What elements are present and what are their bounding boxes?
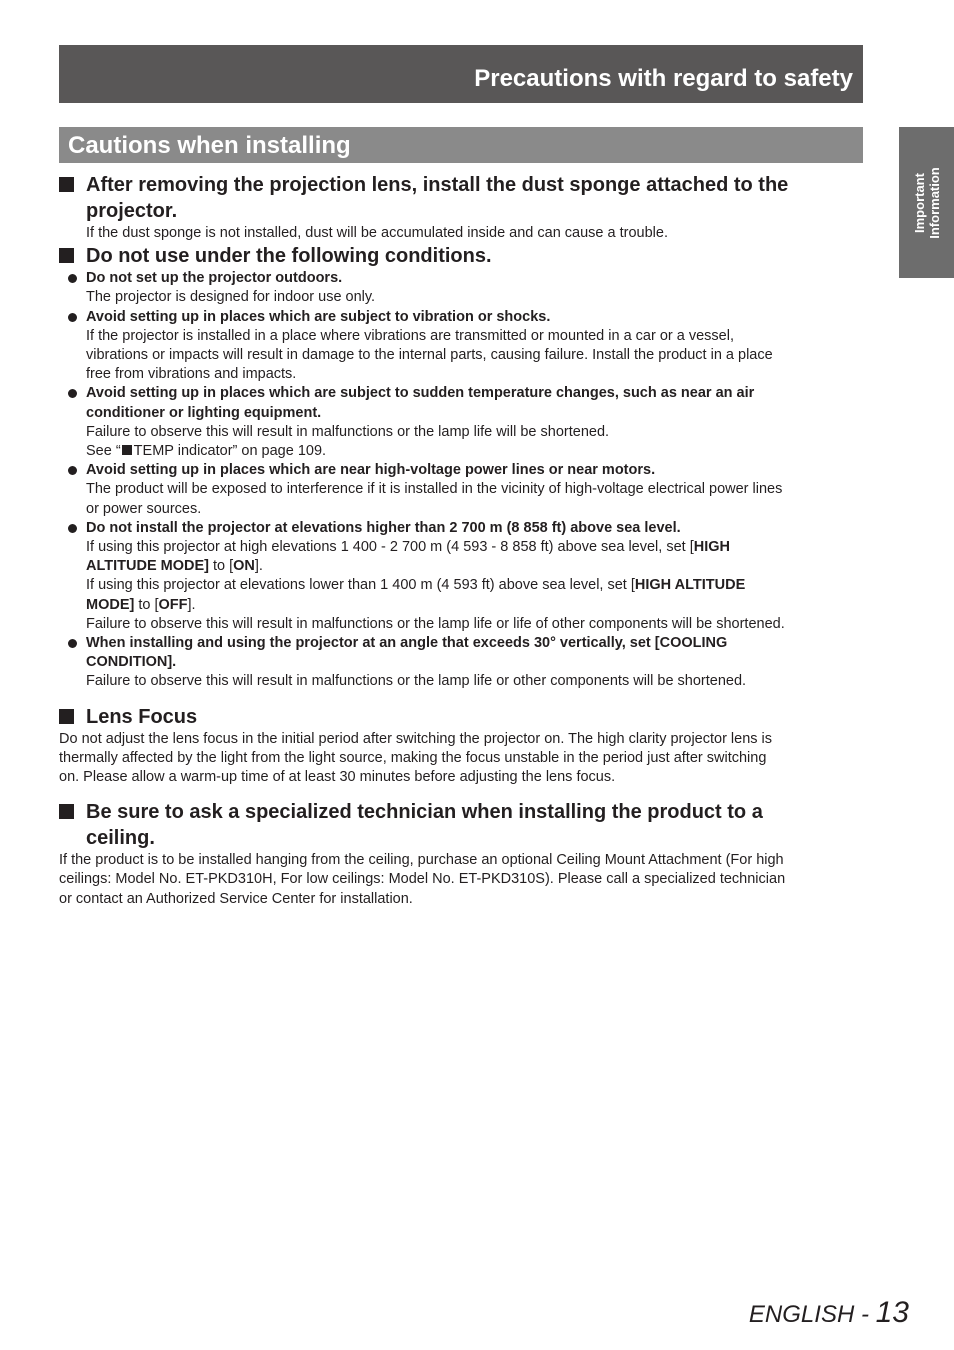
bullet-text: or power sources. — [86, 500, 202, 517]
heading-line: Lens Focus — [86, 705, 198, 728]
square-bullet-icon — [59, 248, 74, 263]
square-bullet-icon — [59, 709, 74, 724]
text-line: thermally affected by the light from the light source, making the focus unstable in the period just after switching — [59, 749, 767, 766]
bullet-text: Failure to observe this will result in malfunctions or the lamp life or other components will be shortened. — [86, 673, 747, 690]
page-reference — [86, 442, 863, 461]
section-title-bar — [59, 127, 863, 163]
heading-line: After removing the projection lens, install the dust sponge attached to the — [86, 174, 789, 196]
text-run: to [ — [208, 558, 234, 575]
round-bullet-icon — [68, 524, 77, 533]
bullet-title: CONDITION]. — [86, 654, 177, 671]
round-bullet-icon — [68, 639, 77, 648]
menu-term: ON — [233, 558, 255, 575]
bullet-text: If the projector is installed in a place where vibrations are transmitted or mounted in a car or a vessel, — [86, 327, 734, 344]
text-run: to [ — [134, 596, 159, 613]
heading-line: Be sure to ask a specialized technician when installing the product to a — [86, 801, 763, 824]
bullet-text — [86, 596, 863, 615]
bullet-temperature — [59, 384, 863, 461]
bullet-text: free from vibrations and impacts. — [86, 366, 297, 383]
bullet-text — [86, 557, 863, 576]
bullet-title: When installing and using the projector at an angle that exceeds 30° vertically, set [COOLING — [86, 635, 728, 652]
text-run: ]. — [187, 596, 196, 613]
text-line: ceilings: Model No. ET-PKD310H, For low ceilings: Model No. ET-PKD310S). Please call a specialized technician — [59, 871, 786, 888]
side-tab-line-2: Information — [926, 166, 942, 239]
heading-dust-sponge — [59, 172, 863, 224]
text-line: Do not adjust the lens focus in the initial period after switching the projector on. The high clarity projector lens is — [59, 730, 773, 747]
square-bullet-icon — [59, 804, 74, 819]
square-bullet-icon — [59, 177, 74, 192]
page-number: 13 — [875, 1296, 909, 1329]
footer-language: ENGLISH - — [748, 1301, 876, 1328]
bullet-text — [86, 576, 863, 595]
dust-sponge-text: If the dust sponge is not installed, dust will be accumulated inside and can cause a trouble. — [86, 225, 668, 241]
bullet-text: The product will be exposed to interference if it is installed in the vicinity of high-voltage electrical power lines — [86, 481, 783, 498]
text-run: If using this projector at elevations lower than 1 400 m (4 593 ft) above sea level, set [ — [86, 577, 635, 594]
ceiling-install-text — [59, 851, 863, 909]
text-line: on. Please allow a warm-up time of at least 30 minutes before adjusting the lens focus. — [59, 769, 616, 786]
menu-term: HIGH — [693, 539, 730, 556]
page-footer — [749, 1296, 909, 1330]
square-bullet-icon — [122, 445, 132, 455]
round-bullet-icon — [68, 389, 77, 398]
heading-ceiling-install — [59, 799, 863, 851]
bullet-angle — [59, 634, 863, 692]
page-content — [59, 172, 863, 909]
text-line: If the product is to be installed hanging from the ceiling, purchase an optional Ceiling Mount Attachment (For high — [59, 852, 784, 869]
bullet-elevation — [59, 519, 863, 634]
bullet-title: conditioner or lighting equipment. — [86, 404, 322, 421]
bullet-text: Failure to observe this will result in malfunctions or the lamp life will be shortened. — [86, 423, 610, 440]
section-title: Cautions when installing — [68, 132, 351, 159]
bullet-title: Avoid setting up in places which are subject to vibration or shocks. — [86, 308, 551, 325]
bullet-outdoors — [59, 269, 863, 307]
bullet-title: Do not install the projector at elevations higher than 2 700 m (8 858 ft) above sea level. — [86, 519, 681, 536]
page-header-bar — [59, 45, 863, 103]
heading-line: Do not use under the following conditions. — [86, 245, 492, 268]
heading-line: ceiling. — [86, 827, 155, 850]
reference-prefix: See “ — [86, 443, 121, 460]
menu-term: MODE] — [86, 596, 135, 613]
side-tab-line-1: Important — [911, 172, 927, 233]
page-header-title: Precautions with regard to safety — [474, 65, 853, 92]
side-tab-label — [912, 167, 942, 239]
bullet-text — [86, 538, 863, 557]
bullet-high-voltage — [59, 461, 863, 519]
bullet-title: Avoid setting up in places which are subject to sudden temperature changes, such as near an air — [86, 385, 755, 402]
bullet-text: Failure to observe this will result in malfunctions or the lamp life or life of other components will be shortened. — [86, 615, 785, 632]
heading-line: projector. — [86, 200, 178, 222]
bullet-title: Do not set up the projector outdoors. — [86, 270, 343, 287]
bullet-vibration — [59, 308, 863, 385]
heading-lens-focus — [59, 704, 863, 730]
bullet-text: vibrations or impacts will result in damage to the internal parts, causing failure. Install the product in a place — [86, 347, 773, 364]
bullet-title: Avoid setting up in places which are near high-voltage power lines or near motors. — [86, 462, 656, 479]
round-bullet-icon — [68, 313, 77, 322]
round-bullet-icon — [68, 466, 77, 475]
side-index-tab[interactable] — [899, 127, 954, 278]
menu-term: HIGH ALTITUDE — [634, 577, 746, 594]
text-run: ]. — [254, 558, 263, 575]
text-run: If using this projector at high elevations 1 400 - 2 700 m (4 593 - 8 858 ft) above sea level, set [ — [86, 539, 694, 556]
menu-term: ALTITUDE MODE] — [86, 558, 209, 575]
heading-conditions — [59, 243, 863, 269]
lens-focus-text — [59, 730, 863, 788]
bullet-text: The projector is designed for indoor use only. — [86, 289, 376, 306]
round-bullet-icon — [68, 274, 77, 283]
menu-term: OFF — [158, 596, 188, 613]
text-line: or contact an Authorized Service Center for installation. — [59, 890, 413, 907]
reference-link[interactable]: TEMP indicator” on page 109. — [133, 443, 327, 460]
